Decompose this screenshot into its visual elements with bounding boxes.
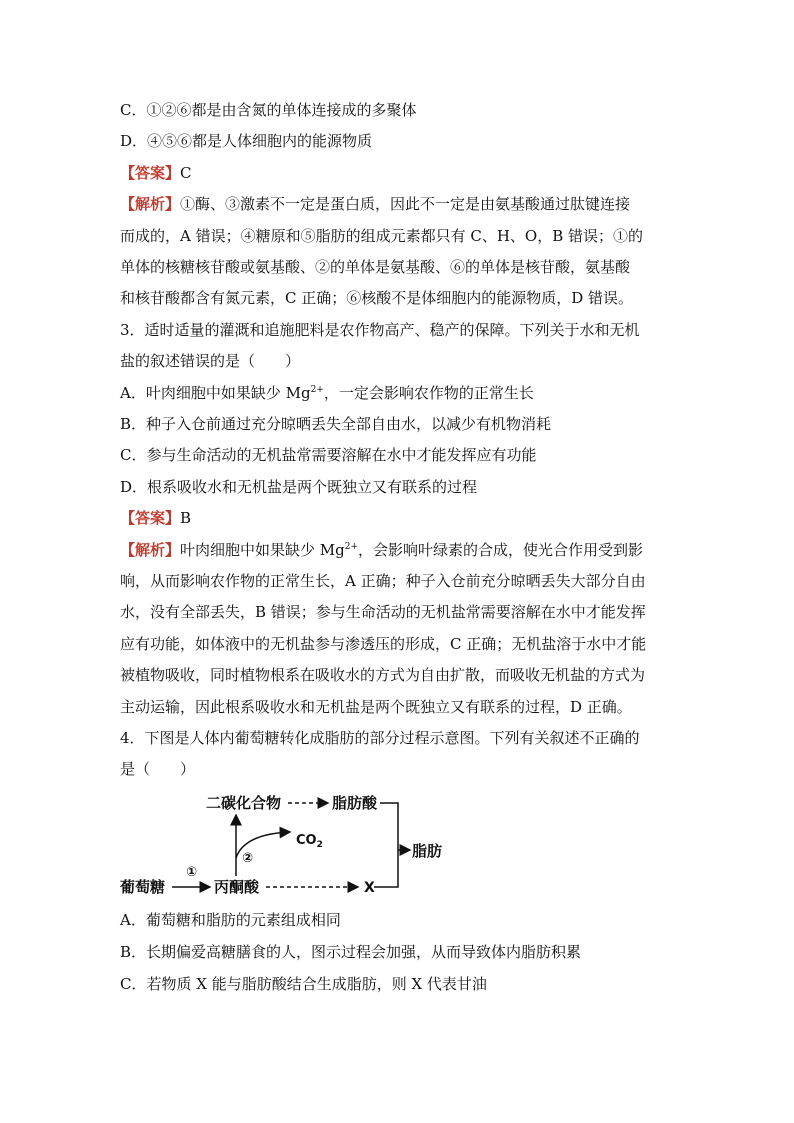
text-line — [120, 163, 680, 183]
line-text-after: ，一定会影响农作物的正常生长 — [323, 383, 534, 402]
line-text: 3．适时适量的灌溉和追施肥料是农作物高产、稳产的保障。下列关于水和无机 — [120, 320, 640, 339]
line-text: 主动运输，因此根系吸收水和无机盐是两个既独立又有联系的过程，D 正确。 — [120, 697, 632, 716]
text-line — [120, 697, 680, 717]
line-text: D．④⑤⑥都是人体细胞内的能源物质 — [120, 132, 373, 151]
co2-label: $CO_2$ — [296, 833, 323, 850]
text-line — [120, 634, 680, 654]
glucose-to-fat-diagram — [120, 788, 460, 898]
superscript: 2+ — [344, 541, 359, 552]
text-line — [120, 477, 680, 497]
fat-label: 脂肪 — [412, 842, 443, 860]
line-text: 叶肉细胞中如果缺少 Mg — [180, 540, 345, 559]
text-line — [120, 910, 680, 930]
line-text: D．根系吸收水和无机盐是两个既独立又有联系的过程 — [120, 477, 478, 496]
line-text: 和核苷酸都含有氮元素，C 正确；⑥核酸不是体细胞内的能源物质，D 错误。 — [120, 289, 634, 308]
glucose-label: 葡萄糖 — [120, 878, 166, 896]
bracket-line — [374, 803, 398, 887]
text-line — [120, 288, 680, 308]
text-line — [120, 728, 680, 748]
line-text: 应有功能，如体液中的无机盐参与渗透压的形成，C 正确；无机盐溶于水中才能 — [120, 634, 647, 653]
text-line — [120, 383, 680, 403]
text-line — [120, 665, 680, 685]
section-tag: 【解析】 — [120, 195, 181, 214]
two-carbon-compound-label: 二碳化合物 — [206, 794, 282, 812]
text-line — [120, 257, 680, 277]
text-line — [120, 508, 680, 528]
text-line — [120, 759, 680, 779]
section-tag: 【答案】 — [120, 163, 181, 182]
x-label: X — [364, 880, 375, 896]
text-line — [120, 942, 680, 962]
line-text: 响，从而影响农作物的正常生长，A 正确；种子入仓前充分晾晒丢失大部分自由 — [120, 572, 646, 590]
line-text: C．①②⑥都是由含氮的单体连接成的多聚体 — [120, 101, 417, 119]
line-text: B．长期偏爱高糖膳食的人，图示过程会加强，从而导致体内脂肪积累 — [120, 943, 582, 961]
line-text: 盐的叙述错误的是（ ） — [120, 352, 301, 371]
text-line — [120, 445, 680, 465]
line-text: C — [180, 163, 192, 182]
line-text: 单体的核糖核苷酸或氨基酸、②的单体是氨基酸、⑥的单体是核苷酸，氨基酸 — [120, 258, 631, 276]
line-text: 而成的，A 错误；④糖原和⑤脂肪的组成元素都只有 C、H、O，B 错误；①的 — [120, 226, 644, 245]
line-text: 4．下图是人体内葡萄糖转化成脂肪的部分过程示意图。下列有关叙述不正确的 — [120, 729, 640, 747]
pyruvate-label: 丙酮酸 — [214, 878, 260, 896]
line-text: A．葡萄糖和脂肪的元素组成相同 — [120, 911, 341, 929]
fatty-acid-label: 脂肪酸 — [332, 794, 378, 812]
text-line — [120, 226, 680, 246]
superscript: 2+ — [310, 384, 324, 395]
text-line — [120, 540, 680, 560]
line-text: 被植物吸收，同时植物根系在吸收水的方式为自由扩散，而吸收无机盐的方式为 — [120, 666, 646, 685]
step-2-label: ② — [242, 851, 254, 866]
section-tag: 【答案】 — [120, 509, 181, 528]
section-tag: 【解析】 — [120, 540, 181, 559]
text-line — [120, 320, 680, 340]
line-text: A．叶肉细胞中如果缺少 Mg — [120, 383, 311, 402]
text-line — [120, 602, 680, 622]
text-line — [120, 131, 680, 151]
text-line — [120, 351, 680, 371]
line-text: B．种子入仓前通过充分晾晒丢失全部自由水，以减少有机物消耗 — [120, 415, 552, 433]
text-line — [120, 571, 680, 591]
line-text: C．若物质 X 能与脂肪酸结合生成脂肪，则 X 代表甘油 — [120, 975, 487, 993]
line-text: 水，没有全部丢失，B 错误；参与生命活动的无机盐常需要溶解在水中才能发挥 — [120, 603, 646, 622]
step-1-label: ① — [186, 865, 198, 880]
text-line — [120, 414, 680, 434]
line-text: 是（ ） — [120, 760, 196, 779]
line-text: ①酶、③激素不一定是蛋白质，因此不一定是由氨基酸通过肽键连接 — [180, 195, 631, 214]
text-line — [120, 100, 680, 120]
line-text: C．参与生命活动的无机盐常需要溶解在水中才能发挥应有功能 — [120, 446, 537, 465]
line-text-after: ，会影响叶绿素的合成，使光合作用受到影 — [358, 540, 644, 559]
line-text: B — [180, 509, 192, 528]
text-line — [120, 194, 680, 214]
text-line — [120, 974, 680, 994]
